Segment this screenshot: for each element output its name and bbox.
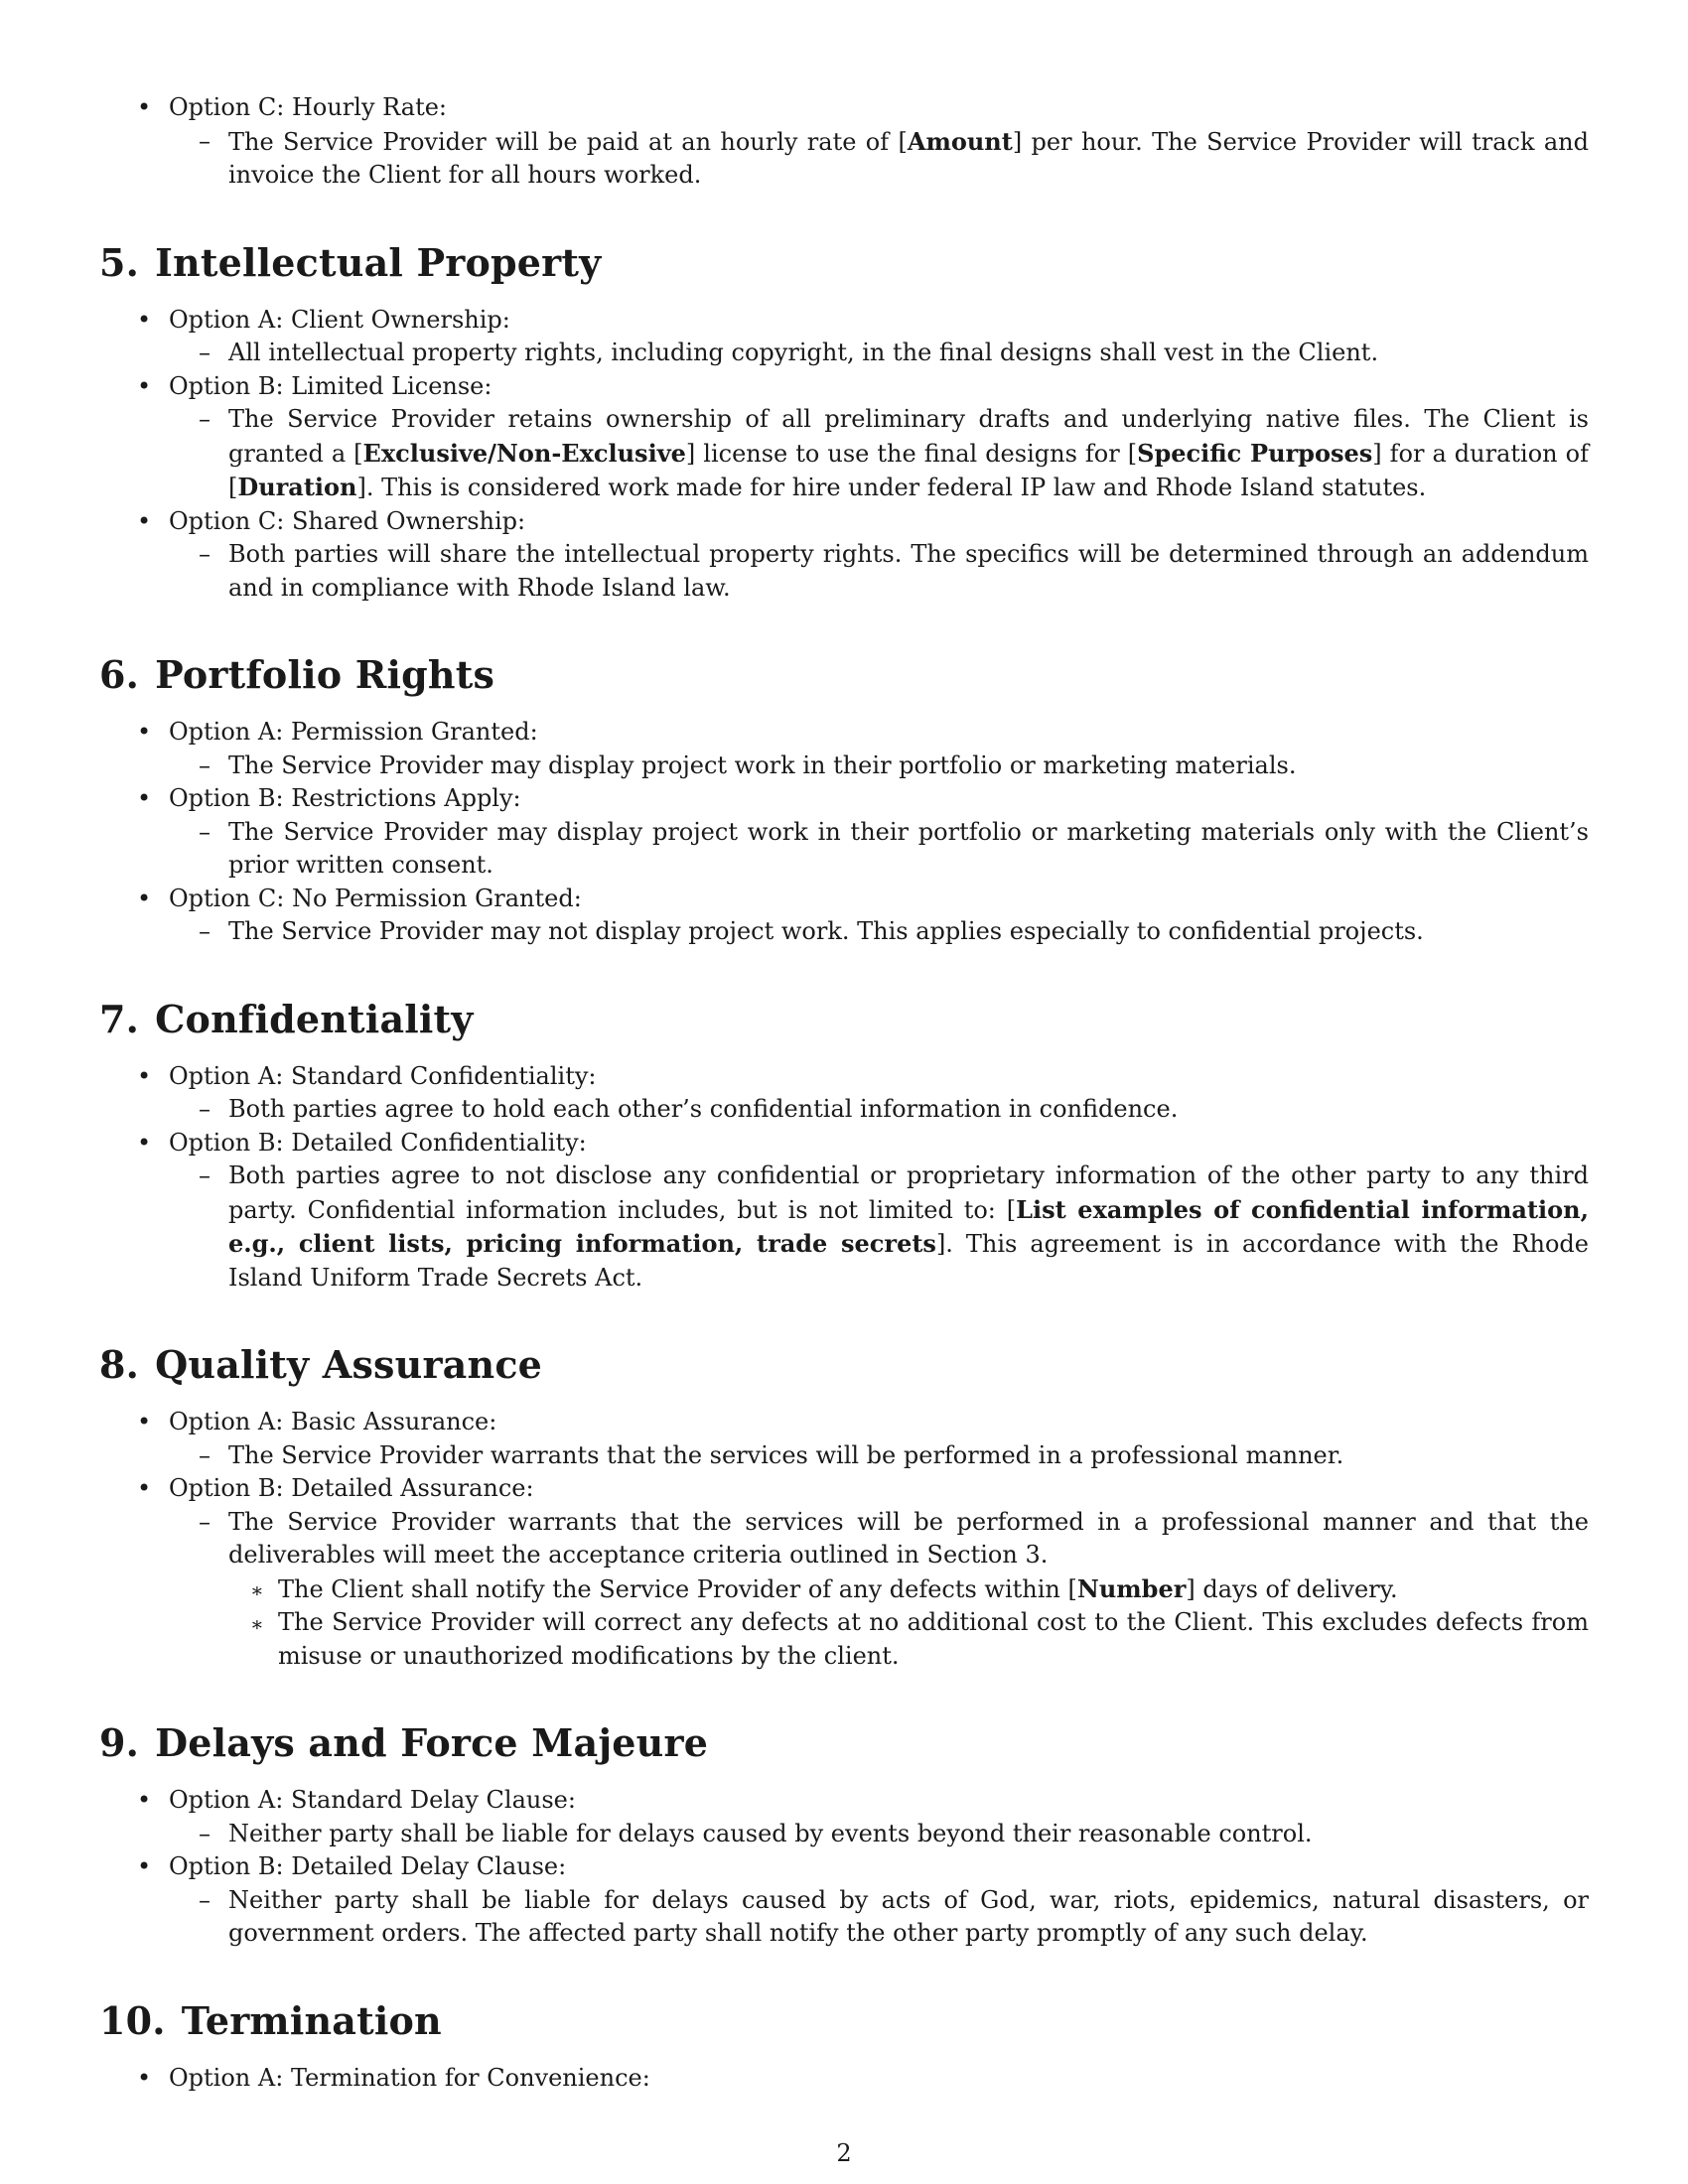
dash-icon: – bbox=[199, 1885, 211, 1914]
option-list bbox=[99, 1784, 1589, 1951]
bullet-icon: • bbox=[137, 1786, 152, 1814]
dash-icon: – bbox=[199, 1507, 211, 1536]
text-run: ] license to use the final designs for [ bbox=[685, 439, 1138, 468]
option-label: Option C: Hourly Rate: bbox=[169, 93, 448, 121]
text-run: ]. This agreement is in accordance with the Rhode Island Uniform Trade Secrets Act. bbox=[228, 1230, 1589, 1292]
dash-icon: – bbox=[199, 405, 211, 433]
placeholder-field: Duration bbox=[237, 473, 357, 501]
option-label: Option B: Limited License: bbox=[169, 371, 492, 400]
section-title: Intellectual Property bbox=[155, 239, 602, 285]
placeholder-field: List examples of confidential information, e.g., client lists, pricing information, trade secrets bbox=[228, 1194, 1589, 1258]
bullet-icon: • bbox=[137, 2063, 152, 2092]
section-title: Quality Assurance bbox=[155, 1342, 543, 1387]
bullet-icon: • bbox=[137, 93, 152, 121]
option-label: Option B: Detailed Assurance: bbox=[169, 1474, 534, 1502]
option-a bbox=[99, 1060, 1589, 1127]
text-run: The Service Provider warrants that the services will be performed in a professional manner. bbox=[228, 1440, 1344, 1469]
option-text bbox=[199, 915, 1589, 949]
option-a bbox=[99, 1406, 1589, 1472]
bullet-icon: • bbox=[137, 1408, 152, 1435]
option-b bbox=[99, 1127, 1589, 1296]
dash-icon: – bbox=[199, 1440, 211, 1469]
dash-icon: – bbox=[199, 1819, 211, 1847]
option-c bbox=[99, 505, 1589, 606]
option-text bbox=[199, 1506, 1589, 1674]
option-a bbox=[99, 1784, 1589, 1850]
section-number: 9. bbox=[99, 1720, 140, 1765]
option-text bbox=[199, 1160, 1589, 1295]
option-text bbox=[199, 1884, 1589, 1951]
option-text bbox=[199, 538, 1589, 605]
option-b bbox=[99, 1472, 1589, 1673]
option-label: Option C: Shared Ownership: bbox=[169, 506, 526, 535]
option-text bbox=[199, 1439, 1589, 1473]
option-text bbox=[199, 337, 1589, 370]
text-run: The Service Provider will be paid at an hourly rate of [ bbox=[228, 127, 908, 156]
option-b bbox=[99, 370, 1589, 505]
placeholder-field: Specific Purposes bbox=[1137, 438, 1373, 468]
option-label: Option B: Restrictions Apply: bbox=[169, 784, 521, 812]
option-c bbox=[99, 883, 1589, 949]
section-9 bbox=[99, 1720, 1589, 1951]
text-run: ] for a duration of [ bbox=[228, 439, 1589, 501]
page-content bbox=[99, 91, 1589, 2095]
option-list bbox=[99, 716, 1589, 949]
section-title: Termination bbox=[181, 1997, 442, 2043]
sub-clause bbox=[250, 1572, 1589, 1607]
text-run: Neither party shall be liable for delays caused by events beyond their reasonable control. bbox=[228, 1819, 1313, 1847]
option-c-hourly-rate bbox=[99, 91, 1589, 193]
option-label: Option A: Client Ownership: bbox=[169, 305, 510, 334]
dash-icon: – bbox=[199, 917, 211, 945]
section-heading bbox=[99, 1720, 1589, 1766]
option-text bbox=[199, 1818, 1589, 1851]
text-run: The Service Provider warrants that the services will be performed in a professional manner and that the deliverables will meet the acceptance criteria outlined in Section 3. bbox=[228, 1507, 1589, 1569]
option-label: Option A: Standard Delay Clause: bbox=[169, 1786, 576, 1814]
bullet-icon: • bbox=[137, 506, 152, 535]
section-number: 6. bbox=[99, 652, 140, 697]
option-list bbox=[99, 304, 1589, 606]
text-run: ]. This is considered work made for hire under federal IP law and Rhode Island statutes. bbox=[356, 474, 1427, 501]
dash-icon: – bbox=[199, 339, 211, 366]
text-run: Both parties agree to hold each other’s confidential information in confidence. bbox=[228, 1095, 1179, 1123]
section-8 bbox=[99, 1342, 1589, 1673]
placeholder-field: Exclusive/Non-Exclusive bbox=[362, 438, 686, 468]
bullet-icon: • bbox=[137, 1474, 152, 1502]
text-run: ] days of delivery. bbox=[1186, 1574, 1398, 1603]
text-run: The Service Provider may display project work in their portfolio or marketing materials only with the Client’s prior written consent. bbox=[228, 817, 1589, 879]
text-run: Both parties agree to not disclose any confidential or proprietary information of the other party to any third party. Confidential information includes, but is not limited to: [ bbox=[228, 1161, 1589, 1224]
section-10 bbox=[99, 1998, 1589, 2096]
placeholder-field: Amount bbox=[907, 126, 1013, 156]
bullet-icon: • bbox=[137, 371, 152, 400]
asterisk-icon: ∗ bbox=[250, 1612, 264, 1636]
option-label: Option A: Standard Confidentiality: bbox=[169, 1061, 597, 1090]
option-label: Option B: Detailed Confidentiality: bbox=[169, 1128, 587, 1157]
section-title: Confidentiality bbox=[155, 996, 474, 1041]
option-a bbox=[99, 716, 1589, 782]
section-heading bbox=[99, 240, 1589, 286]
option-label: Option A: Permission Granted: bbox=[169, 718, 538, 746]
bullet-icon: • bbox=[137, 1128, 152, 1157]
page-number: 2 bbox=[836, 2139, 852, 2167]
bullet-icon: • bbox=[137, 718, 152, 746]
text-run: Both parties will share the intellectual property rights. The specifics will be determined through an addendum and in compliance with Rhode Island law. bbox=[228, 540, 1589, 602]
bullet-icon: • bbox=[137, 884, 152, 912]
option-list bbox=[99, 91, 1589, 193]
bullet-icon: • bbox=[137, 1852, 152, 1880]
option-b bbox=[99, 782, 1589, 883]
bullet-icon: • bbox=[137, 1061, 152, 1090]
section-title: Delays and Force Majeure bbox=[155, 1720, 709, 1765]
bullet-icon: • bbox=[137, 784, 152, 812]
option-label: Option A: Basic Assurance: bbox=[169, 1408, 497, 1435]
dash-icon: – bbox=[199, 126, 211, 155]
asterisk-icon: ∗ bbox=[250, 1577, 264, 1602]
bullet-icon: • bbox=[137, 305, 152, 334]
section-heading bbox=[99, 652, 1589, 698]
option-label: Option A: Termination for Convenience: bbox=[169, 2063, 650, 2092]
option-a bbox=[99, 304, 1589, 370]
dash-icon: – bbox=[199, 1161, 211, 1189]
text-run: The Service Provider will correct any defects at no additional cost to the Client. This excludes defects from misuse or unauthorized modifications by the client. bbox=[278, 1608, 1589, 1670]
section-number: 7. bbox=[99, 996, 140, 1041]
section-6 bbox=[99, 652, 1589, 949]
text-run: All intellectual property rights, including copyright, in the final designs shall vest in the Client. bbox=[228, 339, 1379, 366]
section-heading bbox=[99, 1342, 1589, 1388]
text-run: Neither party shall be liable for delays caused by acts of God, war, riots, epidemics, natural disasters, or government orders. The affected party shall notify the other party promptly of any such delay. bbox=[228, 1885, 1589, 1947]
placeholder-field: Number bbox=[1076, 1573, 1187, 1603]
option-text bbox=[199, 750, 1589, 783]
option-list bbox=[99, 2062, 1589, 2096]
section-4-continued bbox=[99, 91, 1589, 193]
option-list bbox=[99, 1060, 1589, 1296]
sub-clause bbox=[250, 1606, 1589, 1673]
option-label: Option C: No Permission Granted: bbox=[169, 884, 582, 912]
dash-icon: – bbox=[199, 1095, 211, 1123]
text-run: The Service Provider may not display project work. This applies especially to confidential projects. bbox=[228, 917, 1424, 945]
text-run: The Service Provider may display project work in their portfolio or marketing materials. bbox=[228, 751, 1297, 779]
option-text bbox=[199, 816, 1589, 883]
section-title: Portfolio Rights bbox=[155, 652, 495, 697]
section-number: 10. bbox=[99, 1997, 166, 2043]
section-heading bbox=[99, 1998, 1589, 2044]
section-7 bbox=[99, 997, 1589, 1296]
option-list bbox=[99, 1406, 1589, 1673]
section-number: 8. bbox=[99, 1342, 140, 1387]
option-text bbox=[199, 125, 1589, 193]
dash-icon: – bbox=[199, 751, 211, 779]
option-text bbox=[199, 403, 1589, 505]
text-run: The Client shall notify the Service Provider of any defects within [ bbox=[278, 1574, 1077, 1603]
section-5 bbox=[99, 240, 1589, 606]
text-run: The Service Provider retains ownership of all preliminary drafts and underlying native files. The Client is granted a [ bbox=[228, 405, 1589, 468]
option-text bbox=[199, 1093, 1589, 1127]
dash-icon: – bbox=[199, 540, 211, 568]
section-number: 5. bbox=[99, 239, 140, 285]
text-run: ] per hour. The Service Provider will track and invoice the Client for all hours worked. bbox=[228, 127, 1589, 189]
option-label: Option B: Detailed Delay Clause: bbox=[169, 1852, 567, 1880]
section-heading bbox=[99, 997, 1589, 1042]
dash-icon: – bbox=[199, 817, 211, 846]
option-b bbox=[99, 1850, 1589, 1951]
option-a bbox=[99, 2062, 1589, 2096]
